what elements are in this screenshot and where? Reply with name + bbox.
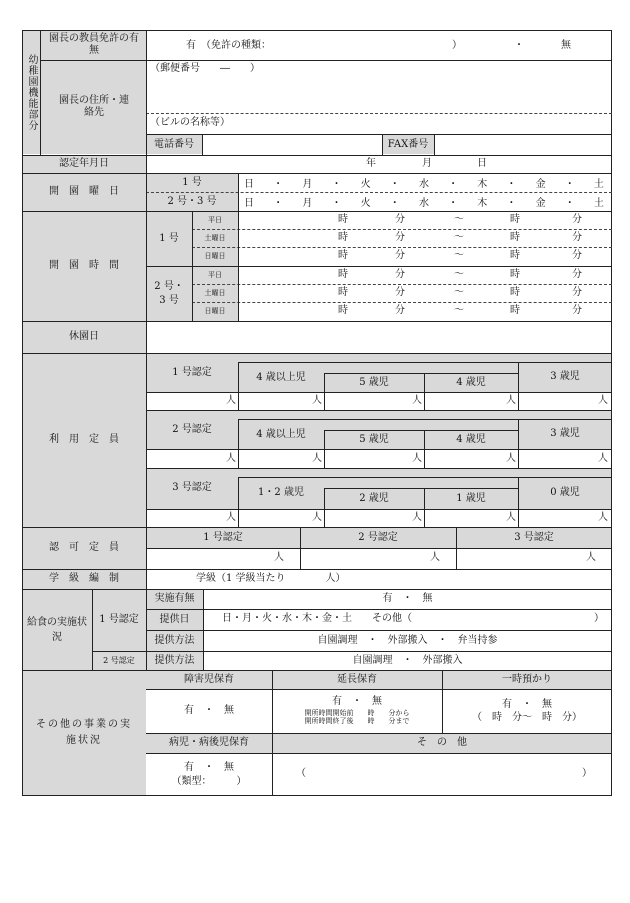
- hours-row-tilde: ～: [454, 250, 464, 261]
- others-open: （: [296, 768, 306, 779]
- address-label: 園長の住所・連絡先: [59, 95, 129, 118]
- cap1-c1: 5 歳児: [359, 376, 389, 388]
- approved-person: 人: [274, 552, 284, 563]
- day-sat: 土: [593, 198, 604, 209]
- cap1-person: 人: [312, 395, 322, 406]
- day-mon: 月: [302, 198, 313, 209]
- meals-impl-value[interactable]: 有 ・ 無: [382, 593, 433, 604]
- day-mon: 月: [302, 179, 313, 190]
- hours-row-minute: 分: [395, 214, 405, 225]
- other-label: その他の事業の実施状況: [36, 719, 132, 746]
- meals-label: 給食の実施状況: [27, 616, 87, 643]
- holiday-label: 休園日: [69, 331, 99, 342]
- open-days-row1[interactable]: [244, 173, 604, 192]
- ext-before: 開所時間開始前 時 分から: [304, 708, 410, 717]
- classes-text: 学級（1 学級当たり 人）: [196, 573, 346, 584]
- hours-g2-sunday: 日曜日: [204, 307, 226, 316]
- sick-type: （類型： ）: [171, 775, 247, 787]
- cert-year: 年: [366, 158, 376, 169]
- day-sep: ・: [564, 198, 575, 209]
- others-close: ）: [582, 768, 592, 779]
- hours-row-hour: 時: [338, 305, 348, 316]
- cap2-person: 人: [412, 453, 422, 464]
- meals-method2-value[interactable]: 自園調理 ・ 外部搬入: [352, 654, 463, 666]
- meals-method2-label: 提供方法: [154, 654, 195, 666]
- tel-field[interactable]: [203, 135, 381, 154]
- other-others-head: そ の 他: [417, 737, 467, 748]
- cert-day: 日: [477, 158, 487, 169]
- hours-row-hour: 時: [510, 214, 520, 225]
- cert-month: 月: [422, 158, 432, 169]
- hours-group2-line1: 2 号・: [154, 280, 184, 292]
- meals-days-close: ）: [594, 613, 604, 624]
- day-sep: ・: [448, 179, 459, 190]
- meals-cert2: 2 号認定: [103, 655, 135, 665]
- meals-method1-value[interactable]: 自園調理 ・ 外部搬入 ・ 弁当持参: [317, 634, 498, 646]
- cap1-person: 人: [226, 395, 236, 406]
- hours-row-minute: 分: [572, 269, 582, 280]
- hours-row-hour: 時: [338, 287, 348, 298]
- hours-row-minute: 分: [572, 232, 582, 243]
- temp-time: （ 時 分～ 時 分）: [472, 712, 582, 723]
- other-extended-head: 延長保育: [337, 673, 377, 685]
- day-wed: 水: [418, 198, 429, 209]
- hours-row-tilde: ～: [454, 287, 464, 298]
- hours-row-hour: 時: [510, 232, 520, 243]
- cap2-right: 3 歳児: [550, 428, 580, 439]
- approved-label: 認 可 定 員: [49, 542, 119, 553]
- hours-row-minute: 分: [395, 287, 405, 298]
- open-days-row1-label: 1 号: [182, 176, 202, 188]
- hours-row-minute: 分: [395, 305, 405, 316]
- cap3-person: 人: [506, 512, 516, 523]
- open-days-row2[interactable]: [244, 192, 604, 211]
- hours-row-tilde: ～: [454, 305, 464, 316]
- hours-row-minute: 分: [572, 287, 582, 298]
- cap2-person: 人: [598, 453, 608, 464]
- hours-g2-saturday: 土曜日: [204, 288, 226, 297]
- hours-g2-weekday: 平日: [208, 270, 222, 279]
- cap2-c1: 5 歳児: [359, 433, 389, 445]
- hours-row-minute: 分: [395, 269, 405, 280]
- cap1-person: 人: [598, 395, 608, 406]
- hours-g1-weekday: 平日: [208, 215, 222, 224]
- temp-yes-no: 有 ・ 無: [502, 698, 552, 710]
- day-fri: 金: [535, 179, 546, 190]
- cap3-cert: 3 号認定: [172, 482, 212, 493]
- other-disabled-head: 障害児保育: [184, 673, 234, 685]
- hours-row-hour: 時: [338, 269, 348, 280]
- postal-code-label: （郵便番号 ― ）: [150, 63, 260, 74]
- cap1-upper: 4 歳以上児: [256, 372, 306, 383]
- open-days-row2-label: 2 号・3 号: [167, 195, 217, 207]
- day-sun: 日: [244, 179, 254, 190]
- cap3-c2: 1 歳児: [456, 492, 486, 504]
- others-field[interactable]: [308, 760, 578, 788]
- cap1-cert: 1 号認定: [172, 367, 212, 378]
- other-sick-head: 病児・病後児保育: [169, 737, 249, 748]
- approved-person: 人: [586, 552, 596, 563]
- day-sep: ・: [273, 198, 284, 209]
- cap3-upper: 1・2 歳児: [258, 487, 304, 498]
- day-sun: 日: [244, 198, 254, 209]
- day-tue: 火: [360, 179, 371, 190]
- meals-method1-label: 提供方法: [154, 634, 195, 646]
- hours-row-minute: 分: [395, 250, 405, 261]
- day-sep: ・: [506, 198, 517, 209]
- day-sep: ・: [389, 198, 400, 209]
- approved-col1: 1 号認定: [203, 531, 243, 543]
- other-temporary-value[interactable]: [442, 689, 612, 733]
- day-sep: ・: [448, 198, 459, 209]
- approved-col2: 2 号認定: [358, 531, 398, 543]
- license-yes: 有 （免許の種類：: [186, 40, 271, 51]
- day-sep: ・: [331, 198, 342, 209]
- hours-row-hour: 時: [338, 214, 348, 225]
- hours-row-hour: 時: [510, 305, 520, 316]
- day-thu: 木: [477, 179, 488, 190]
- capacity-label: 利 用 定 員: [49, 434, 119, 445]
- open-days-label: 開 園 曜 日: [49, 186, 119, 197]
- cert-date-label: 認定年月日: [59, 158, 109, 169]
- cap2-person: 人: [312, 453, 322, 464]
- cap3-right: 0 歳児: [550, 487, 580, 498]
- cap1-person: 人: [412, 395, 422, 406]
- other-sick-value[interactable]: [146, 753, 272, 796]
- hours-row-hour: 時: [338, 250, 348, 261]
- cap3-person: 人: [412, 512, 422, 523]
- fax-label: FAX番号: [387, 138, 429, 150]
- approved-person: 人: [430, 552, 440, 563]
- cap2-person: 人: [506, 453, 516, 464]
- meals-cert1: 1 号認定: [99, 614, 139, 625]
- hours-group2-line2: 3 号: [159, 294, 179, 306]
- license-dot: ・: [514, 40, 524, 51]
- hours-row-minute: 分: [572, 305, 582, 316]
- hours-g1-sunday: 日曜日: [204, 252, 226, 261]
- meals-impl-label: 実施有無: [154, 593, 195, 604]
- day-thu: 木: [477, 198, 488, 209]
- cap1-right: 3 歳児: [550, 371, 580, 382]
- day-fri: 金: [535, 198, 546, 209]
- day-sep: ・: [389, 179, 400, 190]
- open-hours-label: 開 園 時 間: [49, 260, 119, 271]
- other-disabled-value[interactable]: 有 ・ 無: [184, 705, 234, 716]
- day-sep: ・: [273, 179, 284, 190]
- sick-yes-no: 有 ・ 無: [184, 762, 234, 773]
- cap3-person: 人: [226, 512, 236, 523]
- hours-row-hour: 時: [510, 287, 520, 298]
- license-label: 園長の教員免許の有無: [49, 33, 139, 56]
- ext-yes-no: 有 ・ 無: [332, 696, 382, 707]
- hours-row-minute: 分: [572, 214, 582, 225]
- cap2-c2: 4 歳児: [456, 433, 486, 445]
- hours-row-tilde: ～: [454, 269, 464, 280]
- hours-row-hour: 時: [338, 232, 348, 243]
- hours-row-hour: 時: [510, 250, 520, 261]
- other-extended-value[interactable]: [272, 689, 442, 733]
- hours-row-hour: 時: [510, 269, 520, 280]
- hours-row-tilde: ～: [454, 232, 464, 243]
- cap2-cert: 2 号認定: [172, 424, 212, 435]
- cap3-c1: 2 歳児: [359, 492, 389, 504]
- hours-row-minute: 分: [395, 232, 405, 243]
- license-close: ）: [452, 40, 462, 51]
- day-tue: 火: [360, 198, 371, 209]
- hours-group2-label: [146, 266, 192, 321]
- meals-days-value[interactable]: 日・月・火・水・木・金・土 その他（: [222, 613, 412, 624]
- other-temporary-head: 一時預かり: [502, 673, 552, 685]
- hours-row-minute: 分: [572, 250, 582, 261]
- day-sep: ・: [506, 179, 517, 190]
- cap3-person: 人: [598, 512, 608, 523]
- side-label: 幼稚園機能部分: [26, 54, 37, 131]
- building-name-label: （ビルの名称等）: [150, 117, 230, 128]
- tel-label: 電話番号: [154, 138, 194, 150]
- hours-group1-label: 1 号: [159, 232, 179, 244]
- cap1-person: 人: [506, 395, 516, 406]
- fax-field[interactable]: [435, 135, 611, 154]
- day-sep: ・: [564, 179, 575, 190]
- classes-label: 学 級 編 制: [49, 573, 119, 584]
- license-no: 無: [561, 40, 571, 51]
- holiday-field[interactable]: [147, 322, 611, 352]
- hours-row-tilde: ～: [454, 214, 464, 225]
- hours-g1-saturday: 土曜日: [204, 233, 226, 242]
- day-sep: ・: [331, 179, 342, 190]
- day-wed: 水: [418, 179, 429, 190]
- cap2-person: 人: [226, 453, 236, 464]
- day-sat: 土: [593, 179, 604, 190]
- cap2-upper: 4 歳以上児: [256, 429, 306, 440]
- meals-days-label: 提供日: [159, 613, 190, 625]
- ext-after: 開所時間終了後 時 分まで: [304, 717, 410, 726]
- cap3-person: 人: [312, 512, 322, 523]
- cap1-c2: 4 歳児: [456, 376, 486, 388]
- approved-col3: 3 号認定: [514, 531, 554, 543]
